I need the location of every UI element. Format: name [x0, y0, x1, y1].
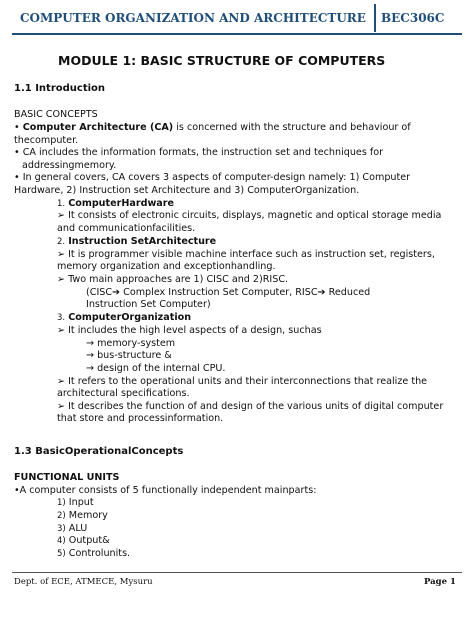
- header-divider: [374, 4, 376, 32]
- org-sub2: → bus-structure &: [86, 350, 172, 361]
- org-sub3: → design of the internal CPU.: [86, 363, 226, 374]
- item-number: 2.: [57, 237, 66, 247]
- item-computer-organization: [57, 312, 191, 324]
- isa-line5: Instruction Set Computer): [86, 299, 211, 310]
- bullet-ca-covers-line2: Hardware, 2) Instruction set Architecture and 3) ComputerOrganization.: [14, 185, 360, 196]
- org-sub1: → memory-system: [86, 338, 176, 349]
- isa-line3: ➢ Two main approaches are 1) CISC and 2)RISC.: [57, 274, 289, 285]
- isa-line4: (CISC➔ Complex Instruction Set Computer, RISC➔ Reduced: [86, 287, 371, 298]
- section-heading-1-1: 1.1 Introduction: [14, 83, 106, 94]
- hardware-line2: and communicationfacilities.: [57, 223, 196, 234]
- header-course-title: COMPUTER ORGANIZATION AND ARCHITECTURE: [20, 11, 366, 25]
- ca-definition-text: is concerned with the structure and behaviour of: [173, 122, 411, 133]
- org-line3: architectural specifications.: [57, 388, 190, 399]
- item-number: 3.: [57, 313, 66, 323]
- footer-page-number: Page 1: [424, 577, 456, 587]
- bullet-ca-includes: • CA includes the information formats, the instruction set and techniques for: [14, 147, 384, 158]
- org-line4: ➢ It describes the function of and design of the various units of digital computer: [57, 401, 444, 412]
- header-rule: [12, 33, 462, 35]
- bullet-ca-covers: • In general covers, CA covers 3 aspects of computer-design namely: 1) Computer: [14, 172, 411, 183]
- item-title: ComputerOrganization: [68, 312, 192, 323]
- module-title: MODULE 1: BASIC STRUCTURE OF COMPUTERS: [58, 53, 386, 68]
- functional-units-intro: •A computer consists of 5 functionally independent mainparts:: [14, 485, 317, 496]
- bullet-icon: •: [14, 122, 20, 133]
- org-line1: ➢ It includes the high level aspects of a design, suchas: [57, 325, 322, 336]
- functional-units-heading: FUNCTIONAL UNITS: [14, 472, 120, 483]
- bullet-ca-includes-line2: addressingmemory.: [22, 160, 117, 171]
- ca-definition-line2: thecomputer.: [14, 135, 79, 146]
- isa-line2: memory organization and exceptionhandling.: [57, 261, 276, 272]
- fu-list-item: 4) Output&: [57, 535, 110, 546]
- fu-list-item: 3) ALU: [57, 523, 88, 534]
- footer-rule: [12, 572, 462, 573]
- item-instruction-set-architecture: [57, 236, 216, 248]
- footer-dept: Dept. of ECE, ATMECE, Mysuru: [14, 577, 153, 587]
- basic-concepts-heading: BASIC CONCEPTS: [14, 109, 98, 120]
- item-number: 1.: [57, 199, 66, 209]
- org-line2: ➢ It refers to the operational units and their interconnections that realize the: [57, 376, 428, 387]
- fu-list-item: 1) Input: [57, 497, 94, 508]
- bullet-ca-definition: [14, 122, 411, 134]
- hardware-line1: ➢ It consists of electronic circuits, displays, magnetic and optical storage media: [57, 210, 442, 221]
- item-title: Instruction SetArchitecture: [68, 236, 217, 247]
- header-course-code: BEC306C: [381, 11, 445, 25]
- fu-list-item: 2) Memory: [57, 510, 108, 521]
- fu-list-item: 5) Controlunits.: [57, 548, 131, 559]
- isa-line1: ➢ It is programmer visible machine interface such as instruction set, registers,: [57, 249, 435, 260]
- item-title: ComputerHardware: [68, 198, 175, 209]
- ca-term: Computer Architecture (CA): [22, 122, 174, 133]
- item-computer-hardware: [57, 198, 174, 210]
- section-heading-1-3: 1.3 BasicOperationalConcepts: [14, 446, 184, 457]
- org-line5: that store and processinformation.: [57, 413, 224, 424]
